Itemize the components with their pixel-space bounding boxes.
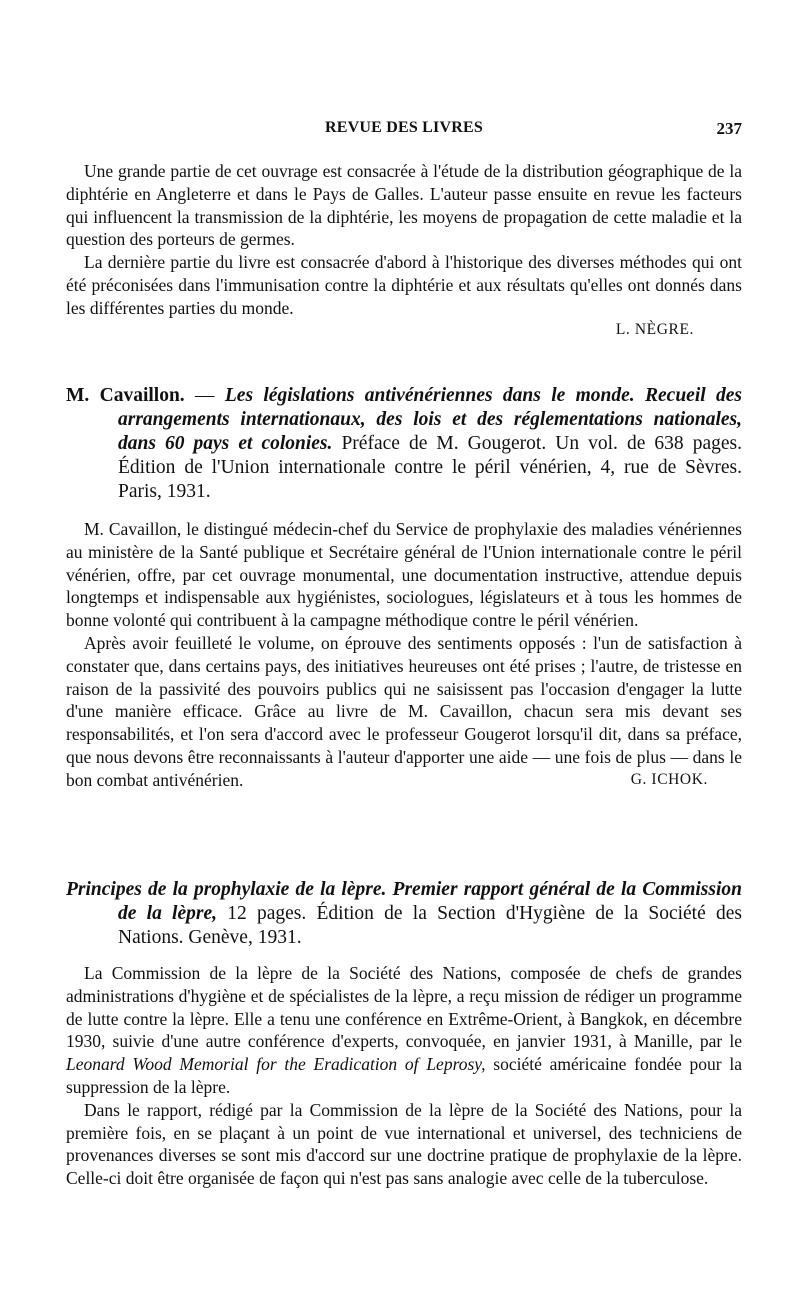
review-diphtheria — [66, 160, 742, 339]
paragraph: M. Cavaillon, le distingué médecin-chef du Service de prophylaxie des maladies vénériennes au ministère de la Santé publique et Secrétaire général de l'Union internationale contre le péril vénérien, offre, par cet ouvrage monumental, une documentation instructive, attendue depuis longtemps et indispensable aux hygiénistes, sociologues, législateurs et à tous les hommes de bonne volonté qui contribuent à la campagne méthodique contre le péril vénérien. — [66, 519, 742, 631]
organization-name: Leonard Wood Memorial for the Eradication of Leprosy, — [66, 1054, 486, 1075]
book-author: M. Cavaillon. — [66, 385, 185, 406]
paragraph-text: La Commission de la lèpre de la Société des Nations, composée de chefs de grandes administrations d'hygiène et de spécialistes de la lèpre, a reçu mission de rédiger un programme de lutte contre la lèpre. Elle a tenu une conférence en Extrême-Orient, à Bangkok, en décembre 1930, suivie d'une autre conférence d'experts, convoquée, en janvier 1931, à Manille, par le — [66, 963, 742, 1052]
running-header — [66, 113, 742, 141]
book-title: Principes de la prophylaxie de la lèpre. Premier rapport général de la Commission de la lèpre, — [66, 879, 742, 924]
book-heading-lepre — [66, 878, 742, 950]
dash: — — [184, 385, 225, 406]
reviewer-signature: G. ICHOK. — [630, 770, 708, 788]
paragraph-text: société américaine fondée pour la suppression de la lèpre. — [66, 1054, 743, 1097]
book-details: 12 pages. Édition de la Section d'Hygiène de la Société des Nations. Genève, 1931. — [118, 903, 742, 948]
preface-name: M. Gougerot. — [436, 433, 547, 454]
book-reference — [66, 384, 742, 504]
book-reference — [66, 878, 742, 950]
paragraph — [66, 962, 742, 1099]
preface-label: Préface de — [332, 433, 437, 454]
reviewer-signature: L. NÈGRE. — [615, 320, 694, 338]
page-number: 237 — [716, 119, 742, 138]
book-heading-cavaillon — [66, 384, 742, 504]
book-details: Un vol. de 638 pages. Édition de l'Union internationale contre le péril vénérien, 4, rue de Sèvres. Paris, 1931. — [118, 433, 742, 502]
review-lepre — [66, 962, 742, 1190]
paragraph: Dans le rapport, rédigé par la Commission de la lèpre de la Société des Nations, pour la première fois, en se plaçant à un point de vue international et universel, des techniciens de provenances diverses se sont mis d'accord sur une doctrine pratique de prophylaxie de la lèpre. Celle-ci doit être organisée de façon qui n'est pas sans analogie avec celle de la tuberculose. — [66, 1099, 742, 1189]
paragraph-text: Après avoir feuilleté le volume, on éprouve des sentiments opposés : l'un de satisfaction à constater que, dans certains pays, des initiatives heureuses ont été prises ; l'autre, de tristesse en raison de la passivité des pouvoirs publics qui ne saisissent pas l'occasion d'engager la lutte d'une manière efficace. Grâce au livre de M. Cavaillon, chacun sera mis devant ses responsabilités, et l'on sera d'accord avec le professeur Gougerot lorsqu'il dit, dans sa préface, que nous devons être reconnaissants à l'auteur d'apporter une aide — une fois de plus — dans le bon combat antivénérien. — [66, 632, 742, 790]
book-title: Les législations antivénériennes dans le monde. Recueil des arrangements internationaux, des lois et des réglementations nationales, dans 60 pays et colonies. — [118, 385, 743, 454]
paragraph: Une grande partie de cet ouvrage est consacrée à l'étude de la distribution géographique de la diphtérie en Angleterre et dans le Pays de Galles. L'auteur passe ensuite en revue les facteurs qui influencent la transmission de la diphtérie, les moyens de propagation de cette maladie et la question des porteurs de germes. — [66, 161, 742, 250]
paragraph: La dernière partie du livre est consacrée d'abord à l'historique des diverses méthodes qui ont été préconisées dans l'immunisation contre la diphtérie et aux résultats qu'elles ont donnés dans les différentes parties du monde. — [66, 252, 742, 318]
running-title: REVUE DES LIVRES — [325, 119, 483, 136]
paragraph — [66, 632, 742, 792]
review-cavaillon — [66, 518, 742, 792]
